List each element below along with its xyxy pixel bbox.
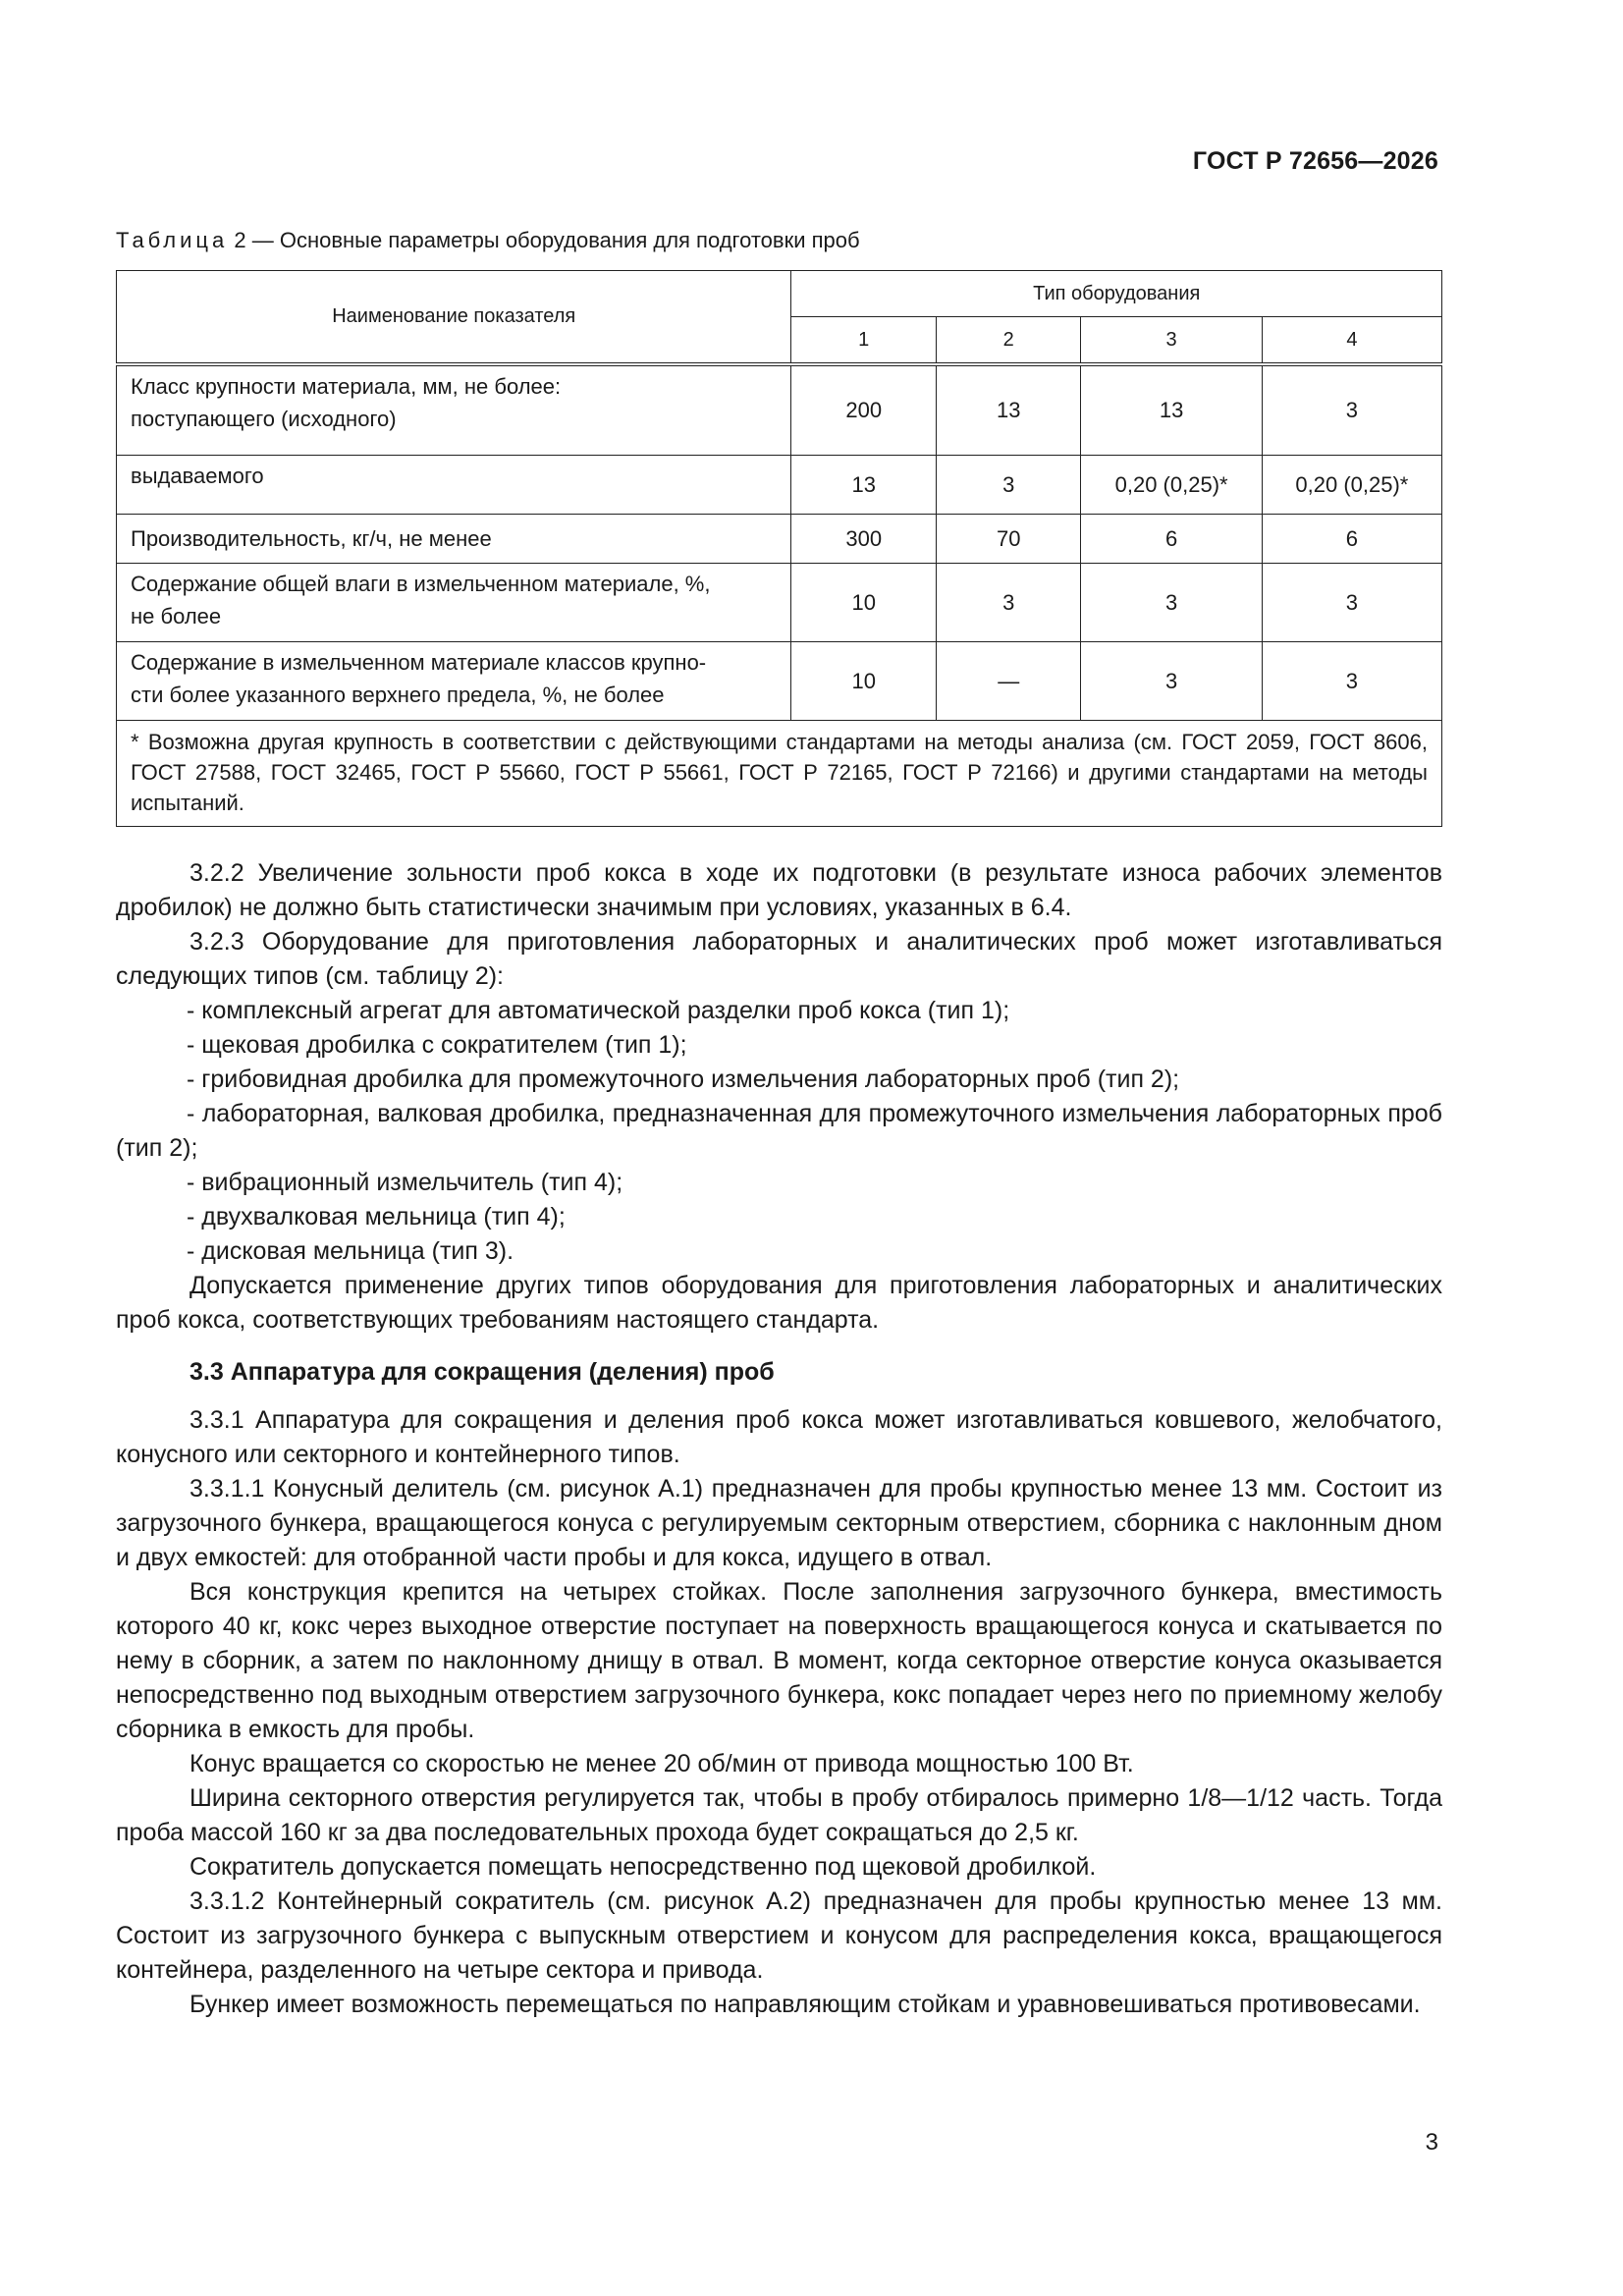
header-type-4: 4 <box>1262 317 1441 365</box>
table-header <box>117 271 1442 365</box>
table-cell: 300 <box>791 514 936 563</box>
list-item: - лабораторная, валковая дробилка, предназначенная для промежуточного измельчения лабораторных проб (тип 2); <box>116 1100 1442 1162</box>
paragraph-sector-width: Ширина секторного отверстия регулируется так, чтобы в пробу отбиралось примерно 1/8—1/12 часть. Тогда проба массой 160 кг за два последовательных прохода будет сокращаться до 2,5 кг. <box>116 1784 1442 1846</box>
table-cell: 3 <box>1081 563 1262 641</box>
table-row <box>117 641 1442 720</box>
table-footnote: * Возможна другая крупность в соответствии с действующими стандартами на методы анализа (см. ГОСТ 2059, ГОСТ 8606, ГОСТ 27588, ГОСТ 32465, ГОСТ Р 55660, ГОСТ Р 55661, ГОСТ Р 72165, ГОСТ Р 72166) и другими стандартами на методы испытаний. <box>117 720 1442 826</box>
table-cell: 3 <box>1262 641 1441 720</box>
table-cell: 0,20 (0,25)* <box>1081 455 1262 514</box>
row-name-line: поступающего (исходного) <box>131 407 397 431</box>
table-cell: 6 <box>1262 514 1441 563</box>
paragraph-3-3-1: 3.3.1 Аппаратура для сокращения и деления проб кокса может изготавливаться ковшевого, желобчатого, конусного или секторного и контейнерного типов. <box>116 1406 1442 1468</box>
table-cell: 3 <box>1262 364 1441 455</box>
table-cell: 13 <box>1081 364 1262 455</box>
header-type-3: 3 <box>1081 317 1262 365</box>
header-type-2: 2 <box>936 317 1080 365</box>
page-number: 3 <box>1425 2129 1438 2156</box>
equipment-parameters-table <box>116 270 1442 827</box>
table-body <box>117 364 1442 826</box>
table-cell: 200 <box>791 364 936 455</box>
list-item: - комплексный агрегат для автоматической разделки проб кокса (тип 1); <box>187 997 1010 1024</box>
body-text <box>116 856 1442 2022</box>
table-cell: 0,20 (0,25)* <box>1262 455 1441 514</box>
paragraph-3-2-2: 3.2.2 Увеличение зольности проб кокса в ходе их подготовки (в результате износа рабочих элементов дробилок) не должно быть статистически значимым при условиях, указанных в 6.4. <box>116 859 1442 921</box>
list-item: - грибовидная дробилка для промежуточного измельчения лабораторных проб (тип 2); <box>187 1066 1180 1093</box>
row-name <box>117 455 791 514</box>
table-row <box>117 364 1442 455</box>
header-type-1: 1 <box>791 317 936 365</box>
table-footnote-row <box>117 720 1442 826</box>
row-name-line: Содержание общей влаги в измельченном материале, %, <box>131 571 711 596</box>
list-item: - щековая дробилка с сократителем (тип 1); <box>187 1031 687 1059</box>
table-cell: — <box>936 641 1080 720</box>
table-cell: 3 <box>1081 641 1262 720</box>
table-cell: 3 <box>936 455 1080 514</box>
header-indicator-name: Наименование показателя <box>117 271 791 365</box>
paragraph-bunker: Бункер имеет возможность перемещаться по направляющим стойкам и уравновешиваться противовесами. <box>189 1991 1421 2018</box>
paragraph-3-2-3: 3.2.3 Оборудование для приготовления лабораторных и аналитических проб может изготавливаться следующих типов (см. таблицу 2): <box>116 928 1442 990</box>
table-cell: 6 <box>1081 514 1262 563</box>
table-cell: 10 <box>791 641 936 720</box>
row-name-line: сти более указанного верхнего предела, %, не более <box>131 682 665 707</box>
row-name-line: Содержание в измельченном материале классов крупно- <box>131 649 707 675</box>
table-caption-label: Таблица <box>116 228 229 252</box>
table-cell: 3 <box>1262 563 1441 641</box>
paragraph-construction: Вся конструкция крепится на четырех стойках. После заполнения загрузочного бункера, вместимость которого 40 кг, кокс через выходное отверстие поступает на поверхность вращающегося конуса и скатывается по нему в сборник, а затем по наклонному днищу в отвал. В момент, когда секторное отверстие конуса оказывается непосредственно под выходным отверстием загрузочного бункера, кокс попадает через него по приемному желобу сборника в емкость для пробы. <box>116 1578 1442 1743</box>
row-name-line: не более <box>131 603 222 629</box>
table-cell: 13 <box>936 364 1080 455</box>
table-cell: 10 <box>791 563 936 641</box>
table-caption-title: 2 — Основные параметры оборудования для подготовки проб <box>228 228 860 252</box>
table-row <box>117 455 1442 514</box>
row-name <box>117 563 791 641</box>
row-name <box>117 641 791 720</box>
table-cell: 3 <box>936 563 1080 641</box>
paragraph-allowed: Допускается применение других типов оборудования для приготовления лабораторных и аналитических проб кокса, соответствующих требованиям настоящего стандарта. <box>116 1272 1442 1334</box>
table-cell: 70 <box>936 514 1080 563</box>
section-heading-3-3: 3.3 Аппаратура для сокращения (деления) проб <box>189 1358 775 1386</box>
row-name <box>117 364 791 455</box>
table-row <box>117 514 1442 563</box>
document-designation: ГОСТ Р 72656—2026 <box>1192 147 1438 175</box>
header-equipment-type: Тип оборудования <box>791 271 1442 317</box>
paragraph-divider-placement: Сократитель допускается помещать непосредственно под щековой дробилкой. <box>189 1853 1097 1881</box>
row-name-line: Класс крупности материала, мм, не более: <box>131 374 562 399</box>
paragraph-3-3-1-2: 3.3.1.2 Контейнерный сократитель (см. рисунок А.2) предназначен для пробы крупностью менее 13 мм. Состоит из загрузочного бункера с выпускным отверстием и конусом для распределения кокса, вращающегося контейнера, разделенного на четыре сектора и привода. <box>116 1887 1442 1984</box>
list-item: - дисковая мельница (тип 3). <box>187 1237 514 1265</box>
table-caption <box>116 228 860 253</box>
row-name-line: Производительность, кг/ч, не менее <box>131 525 492 551</box>
table-row <box>117 563 1442 641</box>
list-item: - вибрационный измельчитель (тип 4); <box>187 1169 623 1196</box>
paragraph-cone-speed: Конус вращается со скоростью не менее 20 об/мин от привода мощностью 100 Вт. <box>189 1750 1134 1777</box>
list-item: - двухвалковая мельница (тип 4); <box>187 1203 566 1230</box>
row-name <box>117 514 791 563</box>
table-cell: 13 <box>791 455 936 514</box>
row-name-line: выдаваемого <box>131 463 264 488</box>
paragraph-3-3-1-1: 3.3.1.1 Конусный делитель (см. рисунок А.1) предназначен для пробы крупностью менее 13 мм. Состоит из загрузочного бункера, вращающегося конуса с регулируемым секторным отверстием, сборника с наклонным дном и двух емкостей: для отобранной части пробы и для кокса, идущего в отвал. <box>116 1475 1442 1571</box>
